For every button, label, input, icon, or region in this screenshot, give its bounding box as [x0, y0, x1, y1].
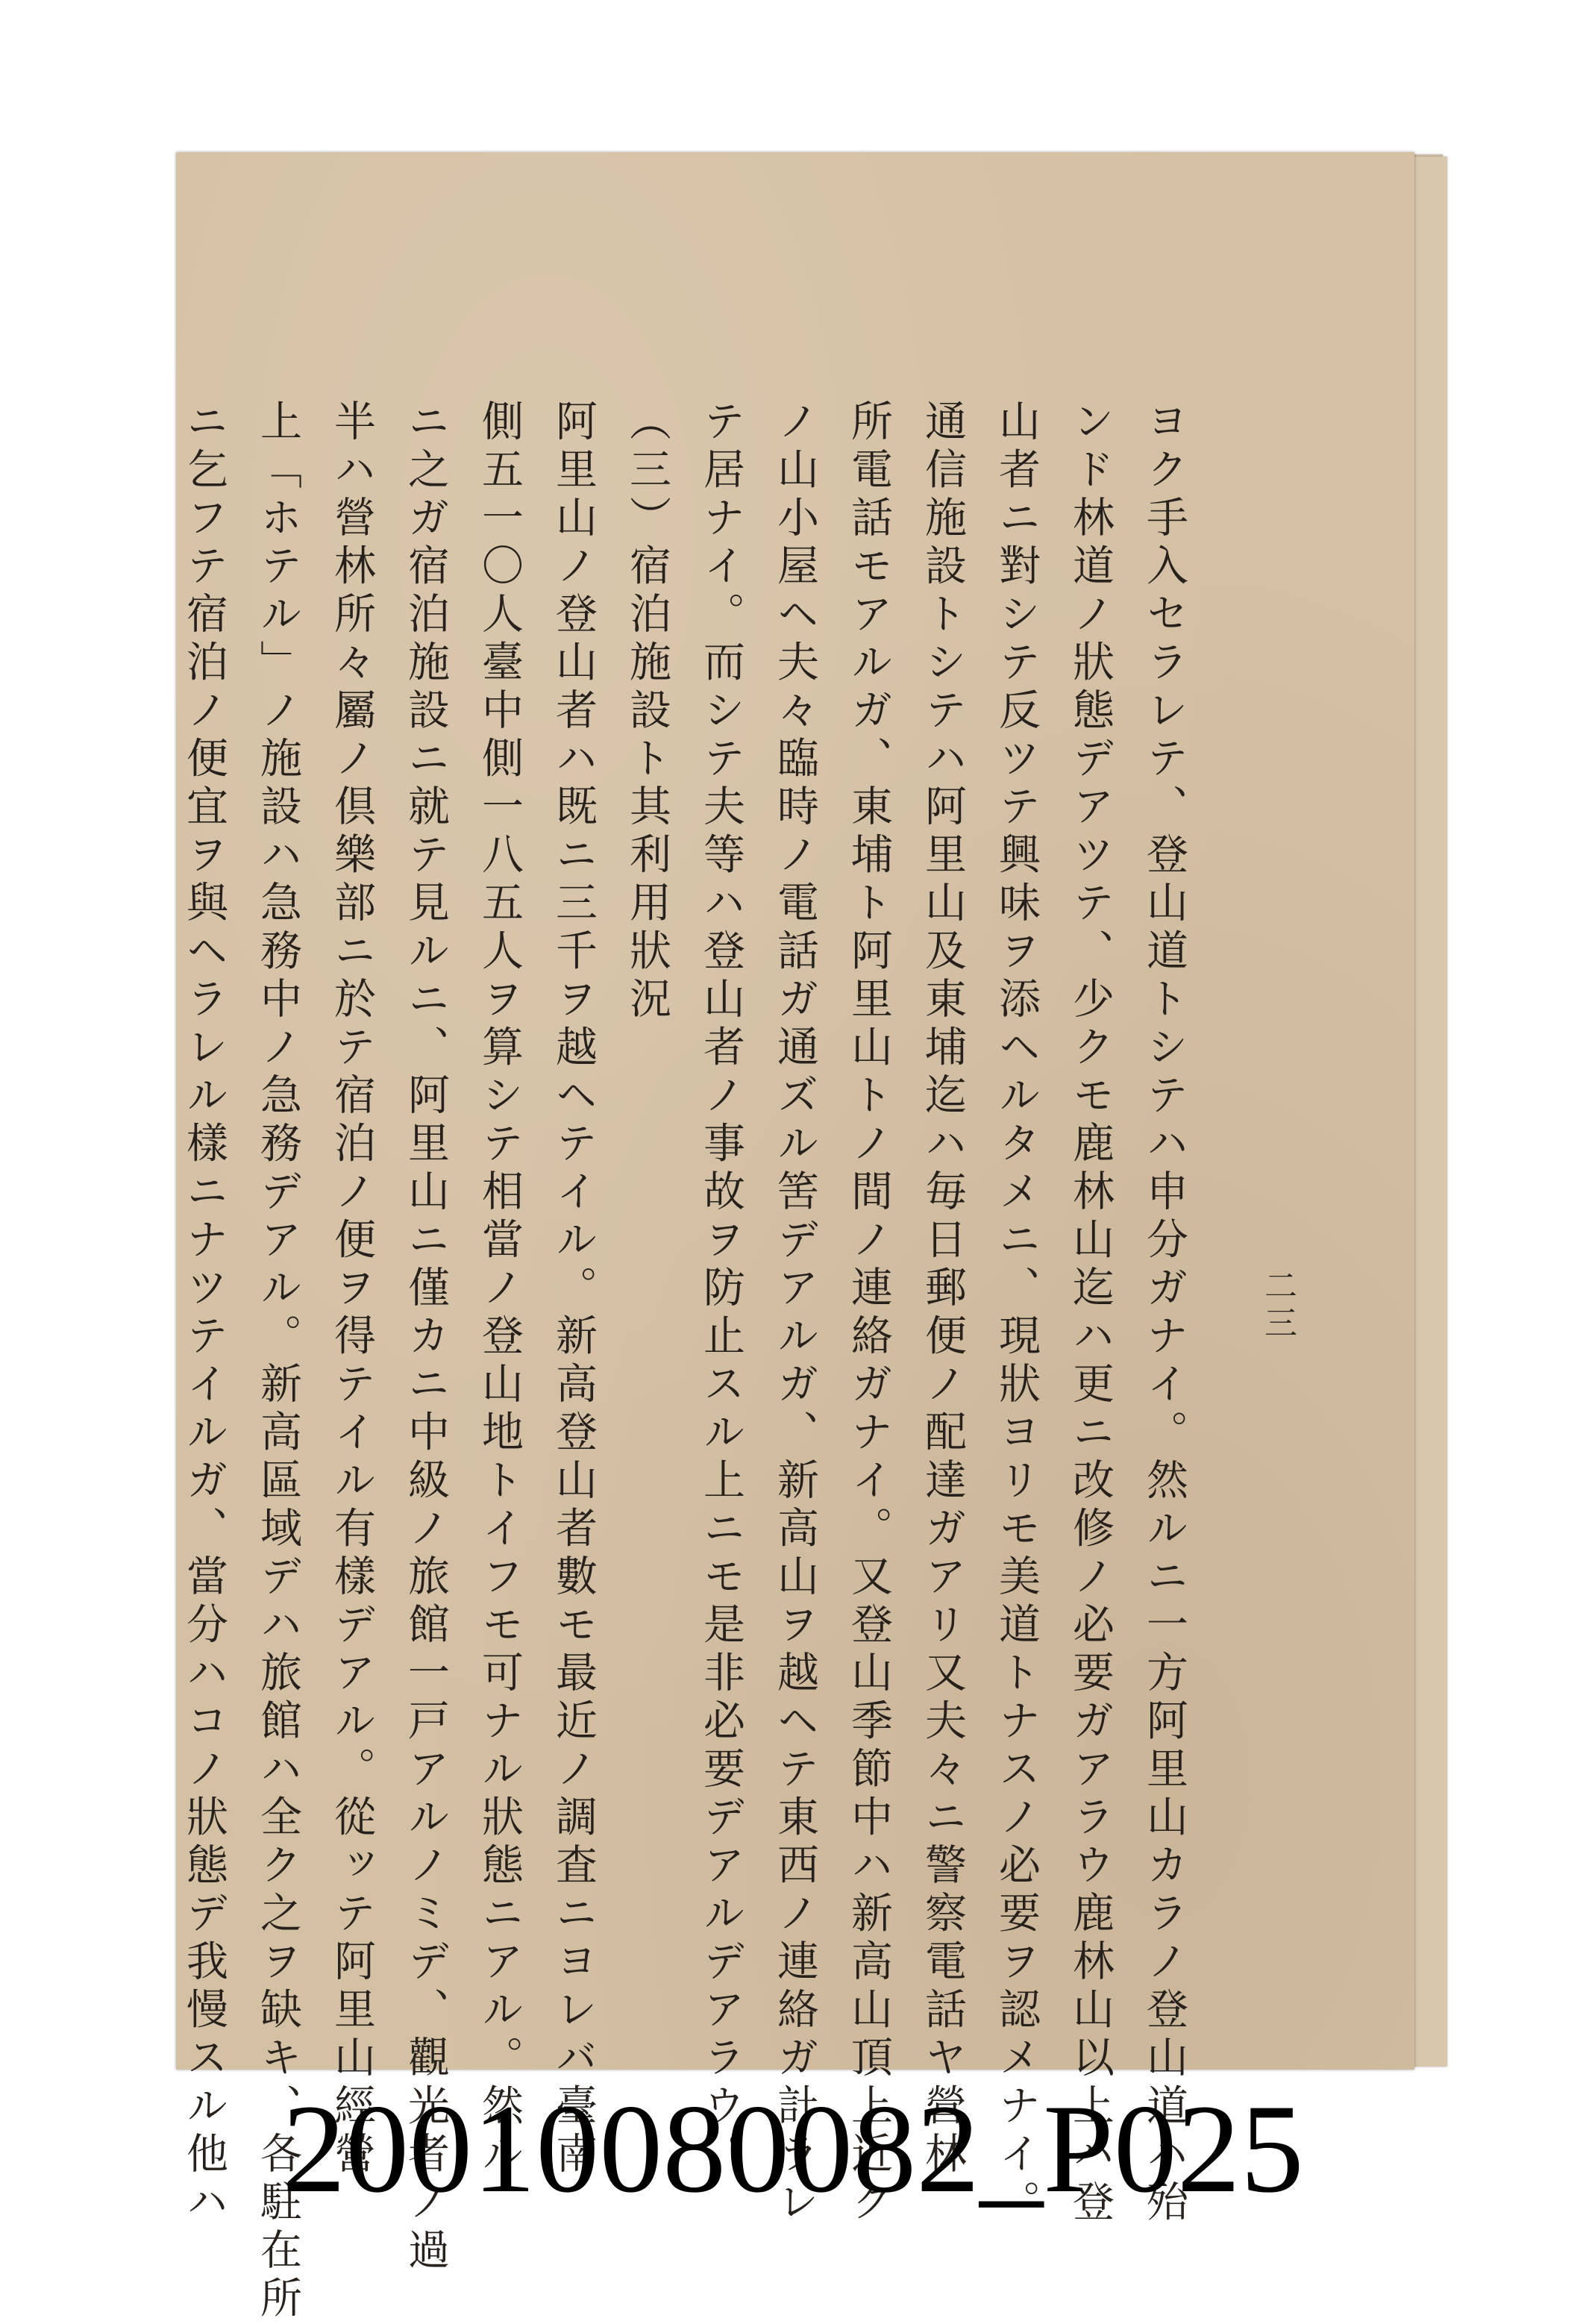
image-id-caption: 20010080082_P025 — [282, 2079, 1304, 2219]
section-heading: （三）宿泊施設ト其利用狀況 — [623, 399, 671, 1025]
text-line: ヨク手入セラレテ、登山道トシテハ申分ガナイ。然ルニ一方阿里山カラノ登山道ハ殆 — [1140, 399, 1188, 2228]
text-line: 側五一〇人臺中側一八五人ヲ算シテ相當ノ登山地トイフモ可ナル狀態ニアル。然ル — [475, 399, 524, 2180]
text-line: 通信施設トシテハ阿里山及東埔迄ハ毎日郵便ノ配達ガアリ又夫々ニ警察電話ヤ營林 — [918, 399, 967, 2180]
text-line: ニ乞フテ宿泊ノ便宜ヲ與ヘラレル樣ニナツテイルガ、當分ハコノ狀態デ我慢スル他ハ — [180, 399, 228, 2228]
page-number: 二三 — [1259, 1268, 1297, 1343]
text-line: 所電話モアルガ、東埔ト阿里山トノ間ノ連絡ガナイ。又登山季節中ハ新高山頂上近ク — [844, 399, 893, 2228]
text-line: 山者ニ對シテ反ツテ興味ヲ添ヘルタメニ、現狀ヨリモ美道トナスノ必要ヲ認メナイ。 — [992, 399, 1041, 2228]
text-line: 半ハ營林所々屬ノ倶樂部ニ於テ宿泊ノ便ヲ得テイル有樣デアル。從ッテ阿里山經營 — [327, 399, 376, 2180]
text-line: ノ山小屋ヘ夫々臨時ノ電話ガ通ズル筈デアルガ、新高山ヲ越ヘテ東西ノ連絡ガ計ラレ — [771, 399, 819, 2228]
text-line: 阿里山ノ登山者ハ既ニ三千ヲ越ヘテイル。新高登山者數モ最近ノ調査ニヨレバ臺南 — [549, 399, 598, 2180]
text-line: テ居ナイ。而シテ夫等ハ登山者ノ事故ヲ防止スル上ニモ是非必要デアルデアラウ。 — [697, 399, 745, 2180]
text-line: ンド林道ノ狀態デアツテ、少クモ鹿林山迄ハ更ニ改修ノ必要ガアラウ鹿林山以上ハ登 — [1066, 399, 1115, 2228]
text-line: 上「ホテル」ノ施設ハ急務中ノ急務デアル。新高區域デハ旅館ハ全ク之ヲ缺キ、各駐在所 — [254, 399, 302, 2324]
text-line: ニ之ガ宿泊施設ニ就テ見ルニ、阿里山ニ僅カニ中級ノ旅館一戸アルノミデ、觀光者ノ過 — [401, 399, 450, 2276]
